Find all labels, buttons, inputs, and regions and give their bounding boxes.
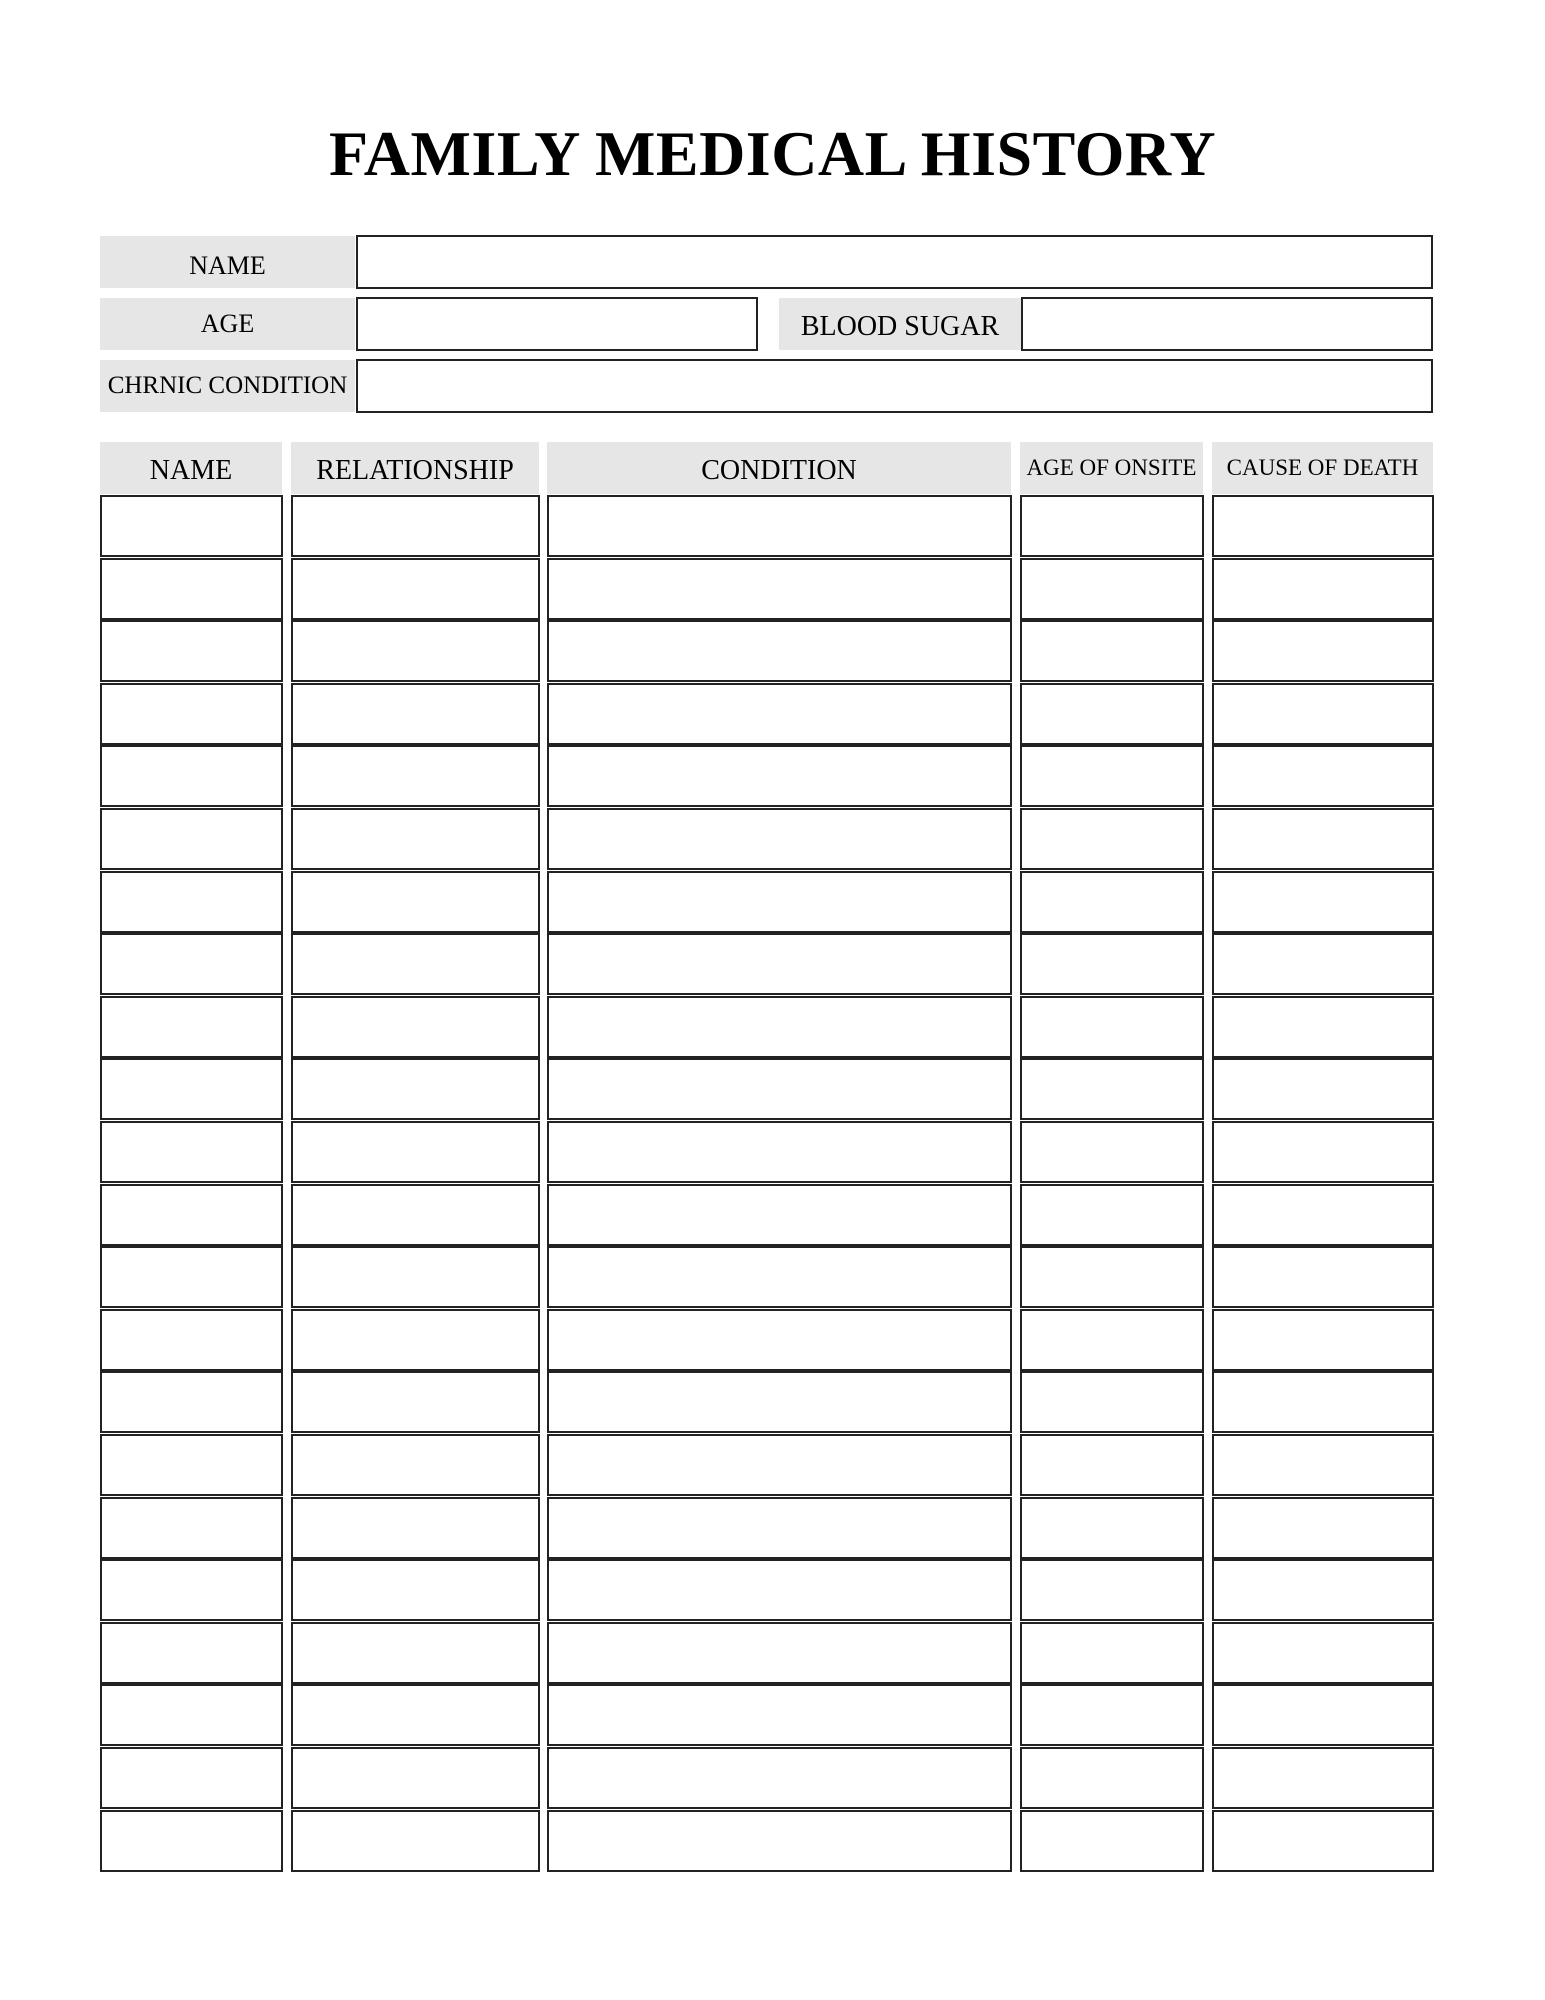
chronic-condition-label-text: CHRNIC CONDITION [107,372,348,399]
table-row [0,1434,1545,1496]
name-cell[interactable] [100,1184,283,1246]
column-header-relationship [291,442,539,494]
chronic-condition-field[interactable] [356,359,1433,413]
table-row [0,1058,1545,1120]
cause-of-death-cell[interactable] [1212,1309,1434,1371]
cause-of-death-cell[interactable] [1212,996,1434,1058]
name-cell[interactable] [100,1246,283,1308]
relationship-cell[interactable] [291,1497,540,1559]
age-of-onset-cell[interactable] [1020,871,1204,933]
name-cell[interactable] [100,1684,283,1746]
relationship-cell[interactable] [291,1121,540,1183]
cause-of-death-cell[interactable] [1212,1058,1434,1120]
column-header-name [100,442,282,494]
name-cell[interactable] [100,1371,283,1433]
chronic-condition-label [100,360,355,412]
condition-cell[interactable] [547,933,1012,995]
age-of-onset-cell[interactable] [1020,1246,1204,1308]
name-cell[interactable] [100,558,283,620]
column-header-condition-text: CONDITION [701,455,857,486]
age-of-onset-cell[interactable] [1020,1684,1204,1746]
relationship-cell[interactable] [291,1434,540,1496]
age-label-text: AGE [200,309,255,338]
relationship-cell[interactable] [291,871,540,933]
blood-sugar-field[interactable] [1021,297,1433,351]
age-of-onset-cell[interactable] [1020,996,1204,1058]
name-cell[interactable] [100,683,283,745]
condition-cell[interactable] [547,1622,1012,1684]
name-field[interactable] [356,235,1433,289]
cause-of-death-cell[interactable] [1212,1559,1434,1621]
condition-cell[interactable] [547,558,1012,620]
age-of-onset-cell[interactable] [1020,1622,1204,1684]
name-cell[interactable] [100,1559,283,1621]
relationship-cell[interactable] [291,1747,540,1809]
cause-of-death-cell[interactable] [1212,745,1434,807]
name-cell[interactable] [100,1058,283,1120]
cause-of-death-cell[interactable] [1212,1810,1434,1872]
cause-of-death-cell[interactable] [1212,1184,1434,1246]
table-row [0,620,1545,682]
age-label [100,298,355,350]
age-of-onset-cell[interactable] [1020,1309,1204,1371]
condition-cell[interactable] [547,620,1012,682]
cause-of-death-cell[interactable] [1212,1434,1434,1496]
cause-of-death-cell[interactable] [1212,1747,1434,1809]
page-title: FAMILY MEDICAL HISTORY [328,118,1217,189]
relationship-cell[interactable] [291,1246,540,1308]
column-header-name-text: NAME [149,455,233,486]
condition-cell[interactable] [547,1497,1012,1559]
cause-of-death-cell[interactable] [1212,1246,1434,1308]
name-cell[interactable] [100,1747,283,1809]
table-row [0,1747,1545,1809]
cause-of-death-cell[interactable] [1212,1121,1434,1183]
column-header-cause-of-death-text: CAUSE OF DEATH [1226,455,1419,480]
age-of-onset-cell[interactable] [1020,933,1204,995]
age-of-onset-cell[interactable] [1020,1497,1204,1559]
table-row [0,558,1545,620]
name-cell[interactable] [100,1497,283,1559]
relationship-cell[interactable] [291,745,540,807]
table-row [0,1121,1545,1183]
age-field[interactable] [356,297,758,351]
name-cell[interactable] [100,1622,283,1684]
relationship-cell[interactable] [291,808,540,870]
age-of-onset-cell[interactable] [1020,1058,1204,1120]
name-cell[interactable] [100,620,283,682]
table-row [0,1309,1545,1371]
name-cell[interactable] [100,1810,283,1872]
name-cell[interactable] [100,871,283,933]
column-header-age-of-onset [1020,442,1203,494]
age-of-onset-cell[interactable] [1020,683,1204,745]
age-of-onset-cell[interactable] [1020,620,1204,682]
blood-sugar-label [779,298,1021,350]
condition-cell[interactable] [547,1309,1012,1371]
condition-cell[interactable] [547,745,1012,807]
table-row [0,1622,1545,1684]
table-row [0,1559,1545,1621]
age-of-onset-cell[interactable] [1020,1184,1204,1246]
age-of-onset-cell[interactable] [1020,808,1204,870]
condition-cell[interactable] [547,1246,1012,1308]
table-row [0,996,1545,1058]
cause-of-death-cell[interactable] [1212,933,1434,995]
table-row [0,745,1545,807]
relationship-cell[interactable] [291,620,540,682]
cause-of-death-cell[interactable] [1212,495,1434,557]
name-cell[interactable] [100,1309,283,1371]
relationship-cell[interactable] [291,683,540,745]
table-row [0,1184,1545,1246]
table-row [0,808,1545,870]
table-row [0,1810,1545,1872]
condition-cell[interactable] [547,871,1012,933]
age-of-onset-cell[interactable] [1020,558,1204,620]
table-row [0,871,1545,933]
age-of-onset-cell[interactable] [1020,1434,1204,1496]
condition-cell[interactable] [547,1371,1012,1433]
table-row [0,495,1545,557]
table-row [0,1684,1545,1746]
name-cell[interactable] [100,495,283,557]
condition-cell[interactable] [547,1747,1012,1809]
relationship-cell[interactable] [291,1684,540,1746]
condition-cell[interactable] [547,1184,1012,1246]
condition-cell[interactable] [547,1121,1012,1183]
table-row [0,1371,1545,1433]
relationship-cell[interactable] [291,1058,540,1120]
column-header-relationship-text: RELATIONSHIP [316,455,514,486]
relationship-cell[interactable] [291,1559,540,1621]
name-cell[interactable] [100,933,283,995]
relationship-cell[interactable] [291,1371,540,1433]
condition-cell[interactable] [547,1810,1012,1872]
cause-of-death-cell[interactable] [1212,1371,1434,1433]
blood-sugar-label-text: BLOOD SUGAR [800,311,1000,342]
name-cell[interactable] [100,1434,283,1496]
relationship-cell[interactable] [291,1309,540,1371]
relationship-cell[interactable] [291,933,540,995]
condition-cell[interactable] [547,996,1012,1058]
relationship-cell[interactable] [291,1622,540,1684]
relationship-cell[interactable] [291,558,540,620]
cause-of-death-cell[interactable] [1212,1684,1434,1746]
cause-of-death-cell[interactable] [1212,808,1434,870]
column-header-age-of-onset-text: AGE OF ONSITE [1026,455,1197,480]
condition-cell[interactable] [547,1684,1012,1746]
name-cell[interactable] [100,745,283,807]
name-cell[interactable] [100,1121,283,1183]
name-cell[interactable] [100,808,283,870]
condition-cell[interactable] [547,1058,1012,1120]
age-of-onset-cell[interactable] [1020,745,1204,807]
cause-of-death-cell[interactable] [1212,871,1434,933]
relationship-cell[interactable] [291,495,540,557]
condition-cell[interactable] [547,1434,1012,1496]
relationship-cell[interactable] [291,1810,540,1872]
relationship-cell[interactable] [291,996,540,1058]
cause-of-death-cell[interactable] [1212,683,1434,745]
condition-cell[interactable] [547,683,1012,745]
age-of-onset-cell[interactable] [1020,1747,1204,1809]
name-label [100,236,355,288]
cause-of-death-cell[interactable] [1212,558,1434,620]
table-row [0,1246,1545,1308]
condition-cell[interactable] [547,495,1012,557]
column-header-condition [547,442,1011,494]
age-of-onset-cell[interactable] [1020,495,1204,557]
name-cell[interactable] [100,996,283,1058]
condition-cell[interactable] [547,808,1012,870]
table-row [0,933,1545,995]
age-of-onset-cell[interactable] [1020,1559,1204,1621]
column-header-cause-of-death [1212,442,1433,494]
table-row [0,1497,1545,1559]
cause-of-death-cell[interactable] [1212,1622,1434,1684]
age-of-onset-cell[interactable] [1020,1810,1204,1872]
cause-of-death-cell[interactable] [1212,620,1434,682]
table-row [0,683,1545,745]
name-label-text: NAME [189,251,266,280]
age-of-onset-cell[interactable] [1020,1371,1204,1433]
age-of-onset-cell[interactable] [1020,1121,1204,1183]
condition-cell[interactable] [547,1559,1012,1621]
cause-of-death-cell[interactable] [1212,1497,1434,1559]
relationship-cell[interactable] [291,1184,540,1246]
